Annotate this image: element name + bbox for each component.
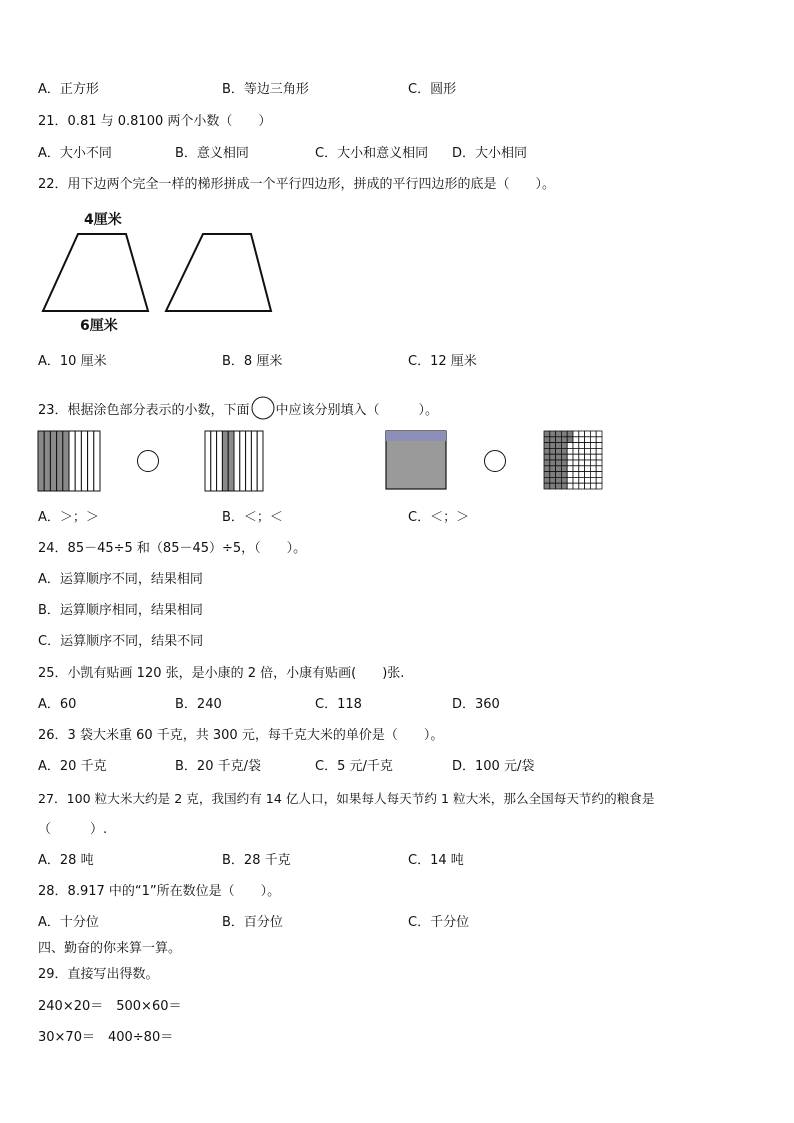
hundredth-cell bbox=[544, 454, 550, 460]
q25-option-d: D．360 bbox=[452, 697, 500, 712]
hundredth-cell bbox=[556, 460, 562, 466]
tenth-cell bbox=[234, 431, 240, 491]
hundredth-cell bbox=[556, 477, 562, 483]
whole-square-figure bbox=[386, 431, 446, 489]
hundredth-cell bbox=[579, 454, 585, 460]
tenth-cell bbox=[217, 431, 223, 491]
hundredth-cell bbox=[585, 431, 591, 437]
hundredth-cell bbox=[556, 454, 562, 460]
q23-stem-before: 23．根据涂色部分表示的小数，下面 bbox=[38, 403, 250, 418]
tenth-cell bbox=[63, 431, 69, 491]
hundredth-cell bbox=[585, 472, 591, 478]
hundredth-cell bbox=[590, 443, 596, 449]
hundredth-cell bbox=[590, 431, 596, 437]
hundredth-cell bbox=[567, 483, 573, 489]
hundredth-cell bbox=[567, 443, 573, 449]
trapezoid-bottom-label: 6厘米 bbox=[80, 318, 118, 334]
q21-option-a: A．大小不同 bbox=[38, 146, 112, 161]
hundredth-cell bbox=[567, 437, 573, 443]
stem-circle-icon bbox=[251, 396, 275, 420]
q28-option-a: A．十分位 bbox=[38, 915, 99, 930]
tenth-cell bbox=[205, 431, 211, 491]
trapezoid-right bbox=[166, 234, 271, 311]
square-top-band bbox=[386, 431, 446, 441]
q26-stem: 26．3 袋大米重 60 千克，共 300 元，每千克大米的单价是（ ）。 bbox=[38, 728, 444, 743]
q22-option-b: B．8 厘米 bbox=[222, 354, 283, 369]
compare-circle-2 bbox=[485, 451, 506, 472]
q27-option-b: B．28 千克 bbox=[222, 853, 291, 868]
hundredth-cell bbox=[585, 466, 591, 472]
hundredth-cell bbox=[561, 477, 567, 483]
hundredth-cell bbox=[561, 448, 567, 454]
hundredth-cell bbox=[573, 477, 579, 483]
hundredth-cell bbox=[544, 448, 550, 454]
q24-option-b: B．运算顺序相同，结果相同 bbox=[38, 603, 203, 618]
tenth-cell bbox=[94, 431, 100, 491]
tenth-cell bbox=[44, 431, 50, 491]
hundredth-cell bbox=[590, 472, 596, 478]
hundredth-cell bbox=[596, 466, 602, 472]
tenth-cell bbox=[228, 431, 234, 491]
q27-option-a: A．28 吨 bbox=[38, 853, 94, 868]
hundredth-cell bbox=[550, 483, 556, 489]
trapezoid-left bbox=[43, 234, 148, 311]
hundredth-cell bbox=[561, 443, 567, 449]
q26-option-b: B．20 千克/袋 bbox=[175, 759, 261, 774]
hundredth-cell bbox=[550, 460, 556, 466]
hundredth-cell bbox=[579, 443, 585, 449]
hundredth-cell bbox=[579, 448, 585, 454]
hundredth-cell bbox=[567, 454, 573, 460]
hundredth-cell bbox=[556, 443, 562, 449]
hundredth-cell bbox=[585, 483, 591, 489]
tenth-cell bbox=[75, 431, 81, 491]
hundredth-cell bbox=[590, 460, 596, 466]
tenth-cell bbox=[222, 431, 228, 491]
hundredth-cell bbox=[561, 483, 567, 489]
tenth-cell bbox=[69, 431, 75, 491]
hundredth-cell bbox=[567, 431, 573, 437]
q22-option-a: A．10 厘米 bbox=[38, 354, 107, 369]
hundredth-cell bbox=[567, 466, 573, 472]
hundredth-cell bbox=[596, 437, 602, 443]
tenth-cell bbox=[81, 431, 87, 491]
hundredth-cell bbox=[550, 443, 556, 449]
tenth-cell bbox=[57, 431, 63, 491]
hundredth-cell bbox=[585, 437, 591, 443]
q28-option-c: C．千分位 bbox=[408, 915, 470, 930]
hundredth-cell bbox=[585, 454, 591, 460]
hundredth-cell bbox=[579, 466, 585, 472]
hundredth-cell bbox=[590, 477, 596, 483]
q20-option-b: B．等边三角形 bbox=[222, 82, 309, 97]
q22-option-c: C．12 厘米 bbox=[408, 354, 477, 369]
hundredth-cell bbox=[596, 472, 602, 478]
hundredth-cell bbox=[544, 466, 550, 472]
hundredth-cell bbox=[561, 431, 567, 437]
hundredth-cell bbox=[544, 460, 550, 466]
hundredth-cell bbox=[596, 454, 602, 460]
tenth-cell bbox=[251, 431, 257, 491]
q21-option-b: B．意义相同 bbox=[175, 146, 249, 161]
hundredth-cell bbox=[579, 460, 585, 466]
hundredth-cell bbox=[590, 448, 596, 454]
q23-option-a: A．＞；＞ bbox=[38, 510, 99, 525]
hundredth-cell bbox=[585, 477, 591, 483]
hundredth-cell bbox=[573, 448, 579, 454]
hundredth-cell bbox=[556, 472, 562, 478]
tenth-cell bbox=[246, 431, 252, 491]
hundredth-cell bbox=[579, 477, 585, 483]
q21-stem: 21．0.81 与 0.8100 两个小数（ ） bbox=[38, 114, 272, 129]
hundredth-cell bbox=[596, 431, 602, 437]
q26-option-d: D．100 元/袋 bbox=[452, 759, 535, 774]
hundredth-cell bbox=[567, 460, 573, 466]
hundredth-cell bbox=[561, 454, 567, 460]
q29-row-1: 240×20＝ 500×60＝ bbox=[38, 999, 182, 1014]
hundredth-cell bbox=[550, 431, 556, 437]
hundredth-cell bbox=[573, 437, 579, 443]
trapezoid-figure bbox=[38, 228, 278, 338]
q21-option-c: C．大小和意义相同 bbox=[315, 146, 429, 161]
q21-option-d: D．大小相同 bbox=[452, 146, 528, 161]
q24-stem: 24．85－45÷5 和（85－45）÷5，（ ）。 bbox=[38, 541, 307, 556]
hundredth-cell bbox=[579, 431, 585, 437]
tenth-cell bbox=[211, 431, 217, 491]
hundredth-cell bbox=[556, 483, 562, 489]
hundredth-cell bbox=[567, 448, 573, 454]
hundredth-cell bbox=[596, 483, 602, 489]
q20-option-a: A．正方形 bbox=[38, 82, 99, 97]
hundredth-cell bbox=[585, 460, 591, 466]
q20-option-c: C．圆形 bbox=[408, 82, 457, 97]
hundredth-cell bbox=[590, 437, 596, 443]
q26-option-c: C．5 元/千克 bbox=[315, 759, 393, 774]
hundredth-cell bbox=[561, 460, 567, 466]
hundredth-cell bbox=[596, 448, 602, 454]
hundredths-grid-figure bbox=[544, 431, 602, 489]
hundredth-cell bbox=[567, 477, 573, 483]
hundredth-cell bbox=[590, 454, 596, 460]
tenths-bar-figure-2 bbox=[205, 431, 263, 491]
hundredth-cell bbox=[585, 448, 591, 454]
tenth-cell bbox=[257, 431, 263, 491]
q25-option-c: C．118 bbox=[315, 697, 362, 712]
hundredth-cell bbox=[550, 472, 556, 478]
hundredth-cell bbox=[561, 472, 567, 478]
hundredth-cell bbox=[579, 472, 585, 478]
hundredth-cell bbox=[573, 443, 579, 449]
hundredth-cell bbox=[550, 466, 556, 472]
compare-circle-1 bbox=[138, 451, 159, 472]
tenths-bar-figure-1 bbox=[38, 431, 100, 491]
hundredth-cell bbox=[544, 431, 550, 437]
hundredth-cell bbox=[590, 466, 596, 472]
q23-stem bbox=[38, 390, 438, 419]
hundredth-cell bbox=[550, 477, 556, 483]
q29-row-2: 30×70＝ 400÷80＝ bbox=[38, 1030, 174, 1045]
q23-stem-after: 中应该分别填入（ ）。 bbox=[275, 403, 439, 418]
tenth-cell bbox=[240, 431, 246, 491]
hundredth-cell bbox=[590, 483, 596, 489]
hundredth-cell bbox=[550, 454, 556, 460]
hundredth-cell bbox=[573, 472, 579, 478]
tenth-cell bbox=[88, 431, 94, 491]
q23-figures bbox=[38, 428, 618, 494]
hundredth-cell bbox=[573, 466, 579, 472]
hundredth-cell bbox=[567, 472, 573, 478]
q25-stem: 25．小凯有贴画 120 张，是小康的 2 倍，小康有贴画( )张. bbox=[38, 666, 405, 681]
hundredth-cell bbox=[544, 443, 550, 449]
hundredth-cell bbox=[561, 437, 567, 443]
q24-option-a: A．运算顺序不同，结果相同 bbox=[38, 572, 203, 587]
q22-stem: 22．用下边两个完全一样的梯形拼成一个平行四边形，拼成的平行四边形的底是（ ）。 bbox=[38, 177, 556, 192]
q23-option-c: C．＜；＞ bbox=[408, 510, 470, 525]
hundredth-cell bbox=[573, 454, 579, 460]
hundredth-cell bbox=[550, 448, 556, 454]
tenth-cell bbox=[38, 431, 44, 491]
section-four-title: 四、勤奋的你来算一算。 bbox=[38, 941, 182, 956]
q27-stem-continued: （ ）. bbox=[38, 822, 108, 837]
q28-option-b: B．百分位 bbox=[222, 915, 283, 930]
hundredth-cell bbox=[579, 483, 585, 489]
hundredth-cell bbox=[585, 443, 591, 449]
q27-stem: 27．100 粒大米大约是 2 克，我国约有 14 亿人口，如果每人每天节约 1 粒大米，那么全国每天节约的粮食是 bbox=[38, 791, 655, 806]
hundredth-cell bbox=[573, 431, 579, 437]
hundredth-cell bbox=[556, 448, 562, 454]
q26-option-a: A．20 千克 bbox=[38, 759, 107, 774]
trapezoid-top-label: 4厘米 bbox=[84, 212, 122, 228]
hundredth-cell bbox=[544, 483, 550, 489]
q23-option-b: B．＜；＜ bbox=[222, 510, 283, 525]
q28-stem: 28．8.917 中的“1”所在数位是（ ）。 bbox=[38, 884, 281, 899]
hundredth-cell bbox=[544, 472, 550, 478]
hundredth-cell bbox=[561, 466, 567, 472]
q27-option-c: C．14 吨 bbox=[408, 853, 464, 868]
hundredth-cell bbox=[556, 431, 562, 437]
hundredth-cell bbox=[556, 437, 562, 443]
hundredth-cell bbox=[596, 460, 602, 466]
hundredth-cell bbox=[556, 466, 562, 472]
hundredth-cell bbox=[573, 460, 579, 466]
hundredth-cell bbox=[544, 477, 550, 483]
hundredth-cell bbox=[579, 437, 585, 443]
q29-stem: 29．直接写出得数。 bbox=[38, 967, 159, 982]
hundredth-cell bbox=[544, 437, 550, 443]
hundredth-cell bbox=[596, 443, 602, 449]
hundredth-cell bbox=[596, 477, 602, 483]
hundredth-cell bbox=[550, 437, 556, 443]
q24-option-c: C．运算顺序不同，结果不同 bbox=[38, 634, 204, 649]
tenth-cell bbox=[50, 431, 56, 491]
hundredth-cell bbox=[573, 483, 579, 489]
q25-option-a: A．60 bbox=[38, 697, 77, 712]
q25-option-b: B．240 bbox=[175, 697, 222, 712]
